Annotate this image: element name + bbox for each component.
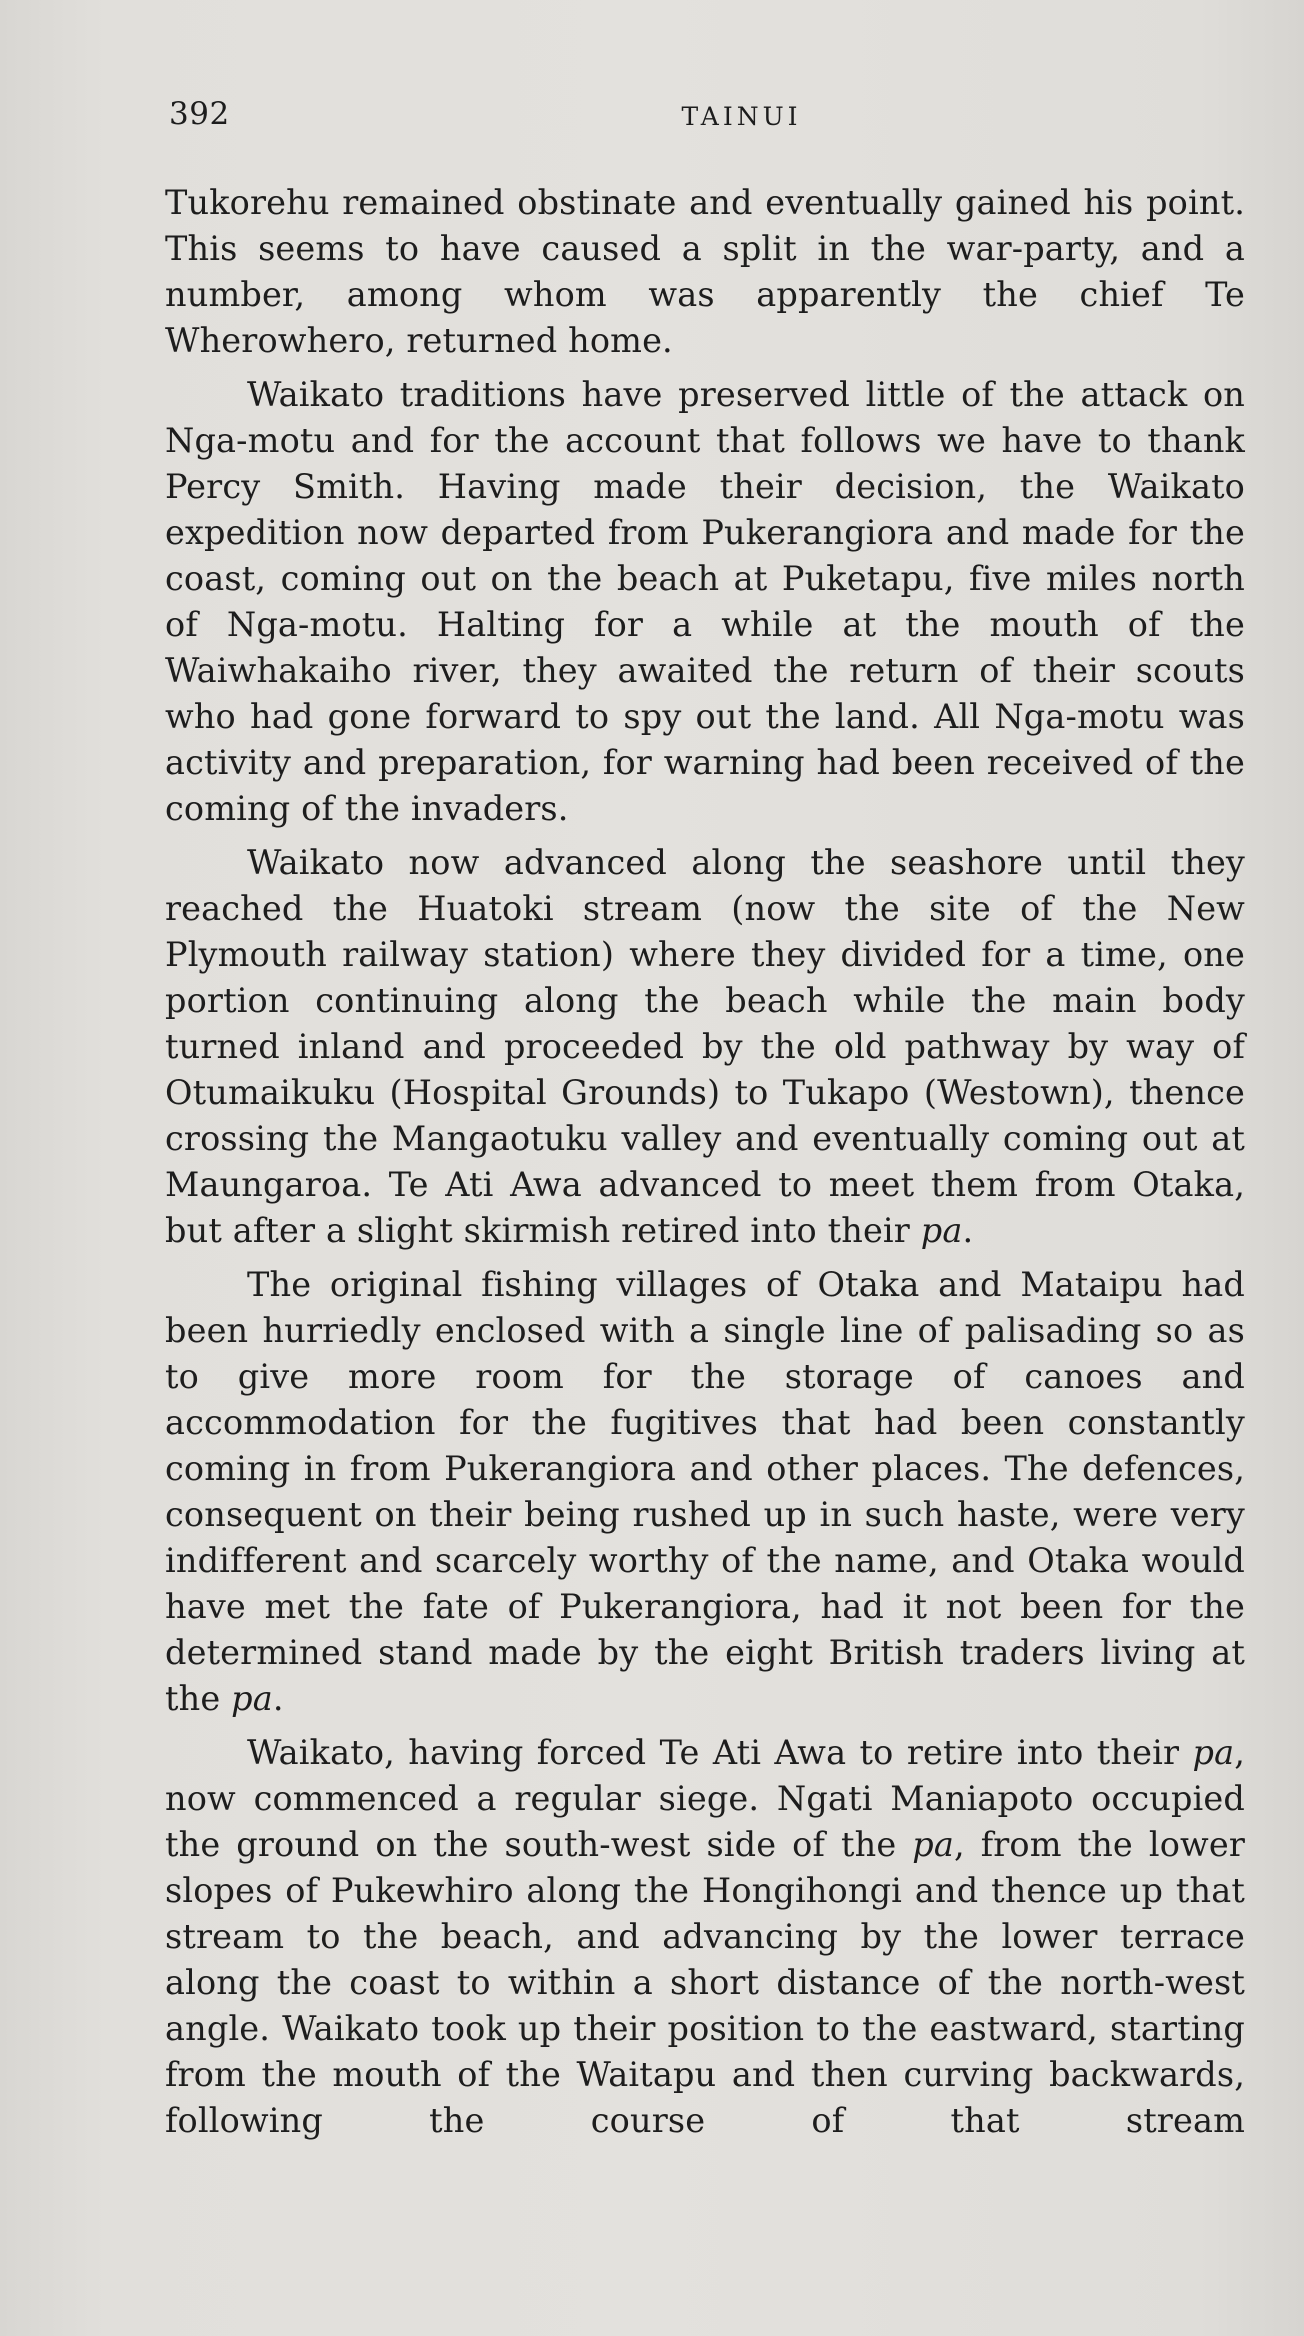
paragraph-4-italic-pa: pa [231, 1679, 273, 1718]
paragraph-4 [165, 1262, 1245, 1722]
paragraph-3-italic-pa: pa [920, 1211, 963, 1250]
paragraph-5 [165, 1730, 1245, 2144]
paragraph-5-end: , from the lower slopes of Pukewhiro along the Hongihongi and thence up that stream to the beach, and advancing by the lower terrace along the coast to within a short distance of the north-west angle. Waikato took up their position to the eastward, starting from the mouth of the Waitapu and then curving backwards, following the course of that stream [165, 1825, 1245, 2140]
paragraph-4-text: The original fishing villages of Otaka and Mataipu had been hurriedly enclosed with a single line of palisading so as to give more room for the storage of canoes and accommodation for the fugitives that had been constantly coming in from Pukerangiora and other places. The defences, consequent on their being rushed up in such haste, were very indifferent and scarcely worthy of the name, and Otaka would have met the fate of Pukerangiora, had it not been for the determined stand made by the eight British traders living at the [165, 1265, 1245, 1718]
paragraph-3-end: . [962, 1211, 974, 1250]
paragraph-1: Tukorehu remained obstinate and eventually gained his point. This seems to have caused a split in the war-party, and a number, among whom was apparently the chief Te Wherowhero, returned home. [165, 183, 1245, 360]
paragraph-4-end: . [272, 1679, 284, 1718]
page-header [169, 96, 1244, 136]
running-head: TAINUI [681, 102, 802, 131]
paragraph-3 [165, 840, 1245, 1254]
paragraph-5-italic-pa-2: pa [912, 1825, 954, 1864]
paragraph-5-text: Waikato, having forced Te Ati Awa to retire into their [247, 1733, 1193, 1772]
body-text [165, 180, 1245, 2144]
paragraph-3-text: Waikato now advanced along the seashore until they reached the Huatoki stream (now the site of the New Plymouth railway station) where they divided for a time, one portion continuing along the beach while the main body turned inland and proceeded by the old pathway by way of Otumaikuku (Hospital Grounds) to Tukapo (Westown), thence crossing the Mangaotuku valley and eventually coming out at Maungaroa. Te Ati Awa advanced to meet them from Otaka, but after a slight skirmish retired into their [165, 843, 1245, 1250]
paragraph-5-mid: , now commenced a regular siege. Ngati Maniapoto occupied the ground on the south-west side of the [165, 1733, 1245, 1864]
paragraph-5-italic-pa-1: pa [1192, 1733, 1235, 1772]
page-number: 392 [169, 96, 230, 132]
paragraph-2: Waikato traditions have preserved little of the attack on Nga-motu and for the account that follows we have to thank Percy Smith. Having made their decision, the Waikato expedition now departed from Pukerangiora and made for the coast, coming out on the beach at Puketapu, five miles north of Nga-motu. Halting for a while at the mouth of the Waiwhakaiho river, they awaited the return of their scouts who had gone forward to spy out the land. All Nga-motu was activity and preparation, for warning had been received of the coming of the invaders. [165, 375, 1245, 828]
